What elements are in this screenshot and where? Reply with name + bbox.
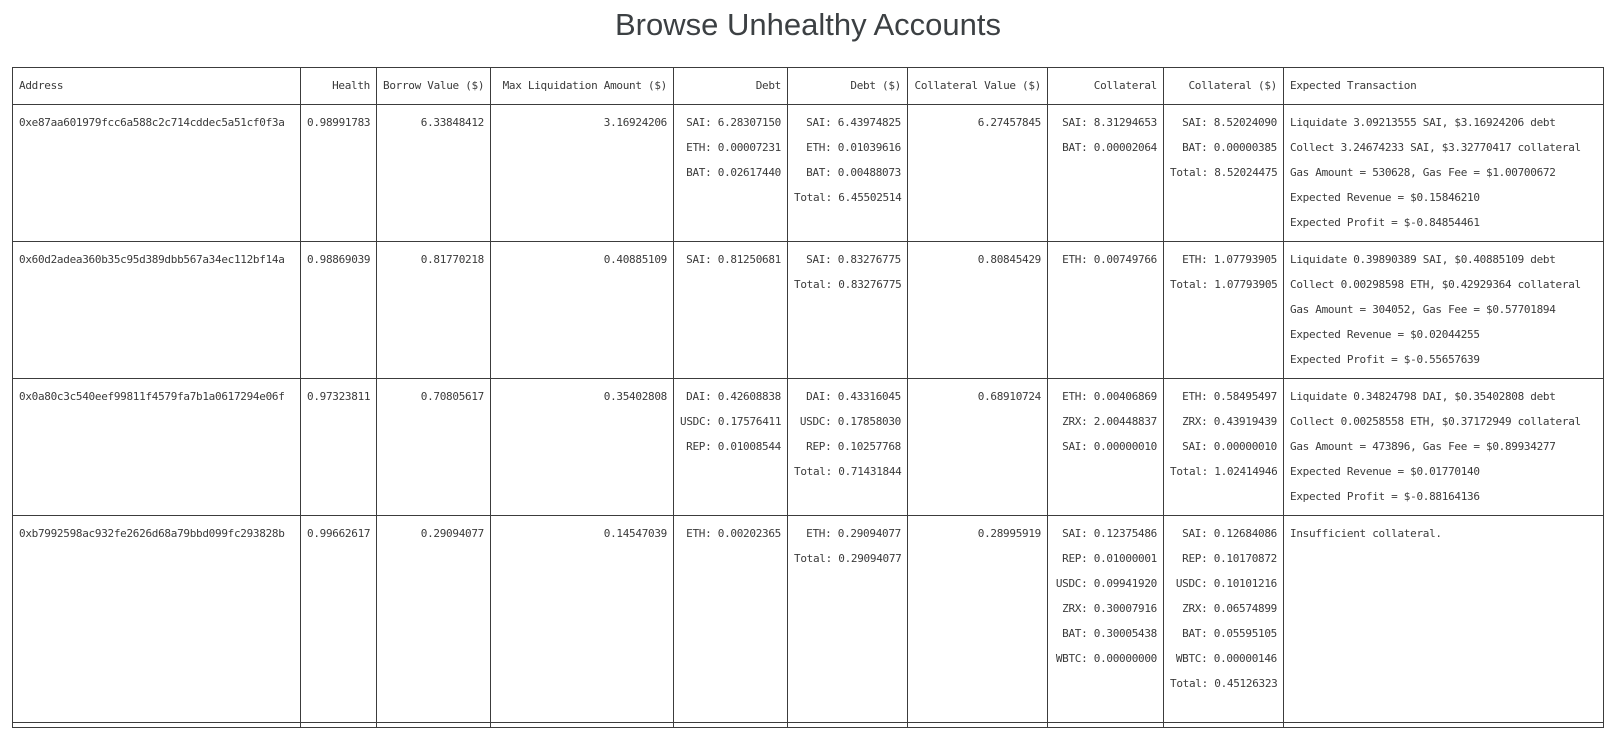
cell-line: 0.68910724	[977, 390, 1041, 403]
cell-borrow-value	[377, 242, 491, 379]
cell-line: DAI: 0.42608838	[686, 390, 781, 403]
cell-collateral-value	[908, 379, 1048, 516]
cell-line: BAT: 0.05595105	[1182, 627, 1277, 640]
cell-line: Gas Amount = 530628, Gas Fee = $1.00700672	[1290, 166, 1556, 179]
cell-collateral	[1048, 516, 1164, 723]
cell-line: 0.29094077	[420, 527, 484, 540]
cell-line: 3.16924206	[603, 116, 667, 129]
cell-collateral-usd	[1164, 105, 1284, 242]
table-row	[13, 242, 1604, 379]
cell-line: Expected Revenue = $0.15846210	[1290, 191, 1480, 204]
cell-line: 0.14547039	[603, 527, 667, 540]
cell-collateral-usd	[1164, 516, 1284, 723]
cell-line: 0.35402808	[603, 390, 667, 403]
cell-line: Expected Profit = $-0.84854461	[1290, 216, 1480, 229]
column-header-debt-usd: Debt ($)	[788, 68, 908, 105]
cell-max-liquidation-amount	[491, 516, 674, 723]
cell-line: REP: 0.01000001	[1062, 552, 1157, 565]
cell-health	[301, 379, 377, 516]
cell-address	[13, 379, 301, 516]
cell-line: 0xe87aa601979fcc6a588c2c714cddec5a51cf0f3a	[19, 116, 285, 129]
column-header-borrow-value: Borrow Value ($)	[377, 68, 491, 105]
cell-line: REP: 0.10257768	[806, 440, 901, 453]
cell-line: ETH: 0.29094077	[806, 527, 901, 540]
cell-line: Liquidate 0.39890389 SAI, $0.40885109 debt	[1290, 253, 1556, 266]
cell-line: BAT: 0.00002064	[1062, 141, 1157, 154]
cell-expected-transaction	[1284, 105, 1604, 242]
cell-line: Total: 8.52024475	[1170, 166, 1278, 179]
cell-line: SAI: 0.83276775	[806, 253, 901, 266]
cell-line: Collect 3.24674233 SAI, $3.32770417 collateral	[1290, 141, 1581, 154]
cell-line: ETH: 0.00007231	[686, 141, 781, 154]
cell-empty	[377, 723, 491, 728]
cell-debt	[674, 105, 788, 242]
cell-empty	[674, 723, 788, 728]
cell-line: SAI: 0.00000010	[1182, 440, 1277, 453]
cell-line: 6.33848412	[420, 116, 484, 129]
cell-collateral-value	[908, 516, 1048, 723]
cell-line: 6.27457845	[977, 116, 1041, 129]
unhealthy-accounts-table	[12, 67, 1604, 728]
cell-collateral-usd	[1164, 379, 1284, 516]
cell-line: Insufficient collateral.	[1290, 527, 1442, 540]
cell-line: SAI: 0.12684086	[1182, 527, 1277, 540]
cell-line: Liquidate 0.34824798 DAI, $0.35402808 debt	[1290, 390, 1556, 403]
cell-line: BAT: 0.02617440	[686, 166, 781, 179]
cell-line: 0.80845429	[977, 253, 1041, 266]
cell-line: Liquidate 3.09213555 SAI, $3.16924206 debt	[1290, 116, 1556, 129]
cell-line: Gas Amount = 304052, Gas Fee = $0.57701894	[1290, 303, 1556, 316]
table-row	[13, 379, 1604, 516]
cell-line: Total: 1.07793905	[1170, 278, 1278, 291]
cell-empty	[301, 723, 377, 728]
cell-empty	[1164, 723, 1284, 728]
cell-empty	[788, 723, 908, 728]
cell-collateral-usd	[1164, 242, 1284, 379]
cell-max-liquidation-amount	[491, 379, 674, 516]
cell-borrow-value	[377, 379, 491, 516]
cell-empty	[491, 723, 674, 728]
cell-line: DAI: 0.43316045	[806, 390, 901, 403]
column-header-max-liquidation-amount: Max Liquidation Amount ($)	[491, 68, 674, 105]
cell-line: Expected Revenue = $0.01770140	[1290, 465, 1480, 478]
cell-line: Gas Amount = 473896, Gas Fee = $0.89934277	[1290, 440, 1556, 453]
table-row	[13, 105, 1604, 242]
cell-health	[301, 516, 377, 723]
column-header-address: Address	[13, 68, 301, 105]
cell-line: ETH: 1.07793905	[1182, 253, 1277, 266]
cell-expected-transaction	[1284, 242, 1604, 379]
cell-line: WBTC: 0.00000000	[1055, 652, 1157, 665]
cell-line: BAT: 0.00488073	[806, 166, 901, 179]
table-body	[13, 105, 1604, 728]
cell-line: ETH: 0.00406869	[1062, 390, 1157, 403]
cell-debt-usd	[788, 105, 908, 242]
cell-line: 0x60d2adea360b35c95d389dbb567a34ec112bf14a	[19, 253, 285, 266]
cell-collateral	[1048, 379, 1164, 516]
cell-line: BAT: 0.00000385	[1182, 141, 1277, 154]
cell-line: Collect 0.00258558 ETH, $0.37172949 collateral	[1290, 415, 1581, 428]
cell-expected-transaction	[1284, 379, 1604, 516]
cell-line: Collect 0.00298598 ETH, $0.42929364 collateral	[1290, 278, 1581, 291]
column-header-expected-transaction: Expected Transaction	[1284, 68, 1604, 105]
cell-line: USDC: 0.17576411	[680, 415, 782, 428]
cell-line: 0xb7992598ac932fe2626d68a79bbd099fc293828b	[19, 527, 285, 540]
cell-collateral	[1048, 242, 1164, 379]
cell-line: USDC: 0.17858030	[799, 415, 901, 428]
cell-line: ZRX: 0.43919439	[1182, 415, 1277, 428]
cell-line: 0.28995919	[977, 527, 1041, 540]
cell-collateral	[1048, 105, 1164, 242]
cell-line: ZRX: 2.00448837	[1062, 415, 1157, 428]
cell-debt	[674, 516, 788, 723]
cell-address	[13, 105, 301, 242]
column-header-collateral-usd: Collateral ($)	[1164, 68, 1284, 105]
cell-address	[13, 242, 301, 379]
cell-line: WBTC: 0.00000146	[1175, 652, 1277, 665]
cell-debt	[674, 242, 788, 379]
cell-line: Expected Revenue = $0.02044255	[1290, 328, 1480, 341]
cell-line: Expected Profit = $-0.88164136	[1290, 490, 1480, 503]
cell-line: REP: 0.01008544	[686, 440, 781, 453]
column-header-debt: Debt	[674, 68, 788, 105]
cell-line: SAI: 0.12375486	[1062, 527, 1157, 540]
cell-health	[301, 242, 377, 379]
page-title: Browse Unhealthy Accounts	[615, 7, 1001, 42]
cell-line: ETH: 0.00202365	[686, 527, 781, 540]
cell-empty	[13, 723, 301, 728]
cell-debt-usd	[788, 242, 908, 379]
cell-line: ZRX: 0.06574899	[1182, 602, 1277, 615]
cell-empty	[908, 723, 1048, 728]
cell-line: SAI: 8.31294653	[1062, 116, 1157, 129]
cell-empty	[1048, 723, 1164, 728]
cell-line: Expected Profit = $-0.55657639	[1290, 353, 1480, 366]
cell-collateral-value	[908, 105, 1048, 242]
cell-line: Total: 0.29094077	[794, 552, 902, 565]
cell-line: SAI: 6.28307150	[686, 116, 781, 129]
cell-max-liquidation-amount	[491, 105, 674, 242]
cell-line: USDC: 0.09941920	[1055, 577, 1157, 590]
cell-line: 0.99662617	[307, 527, 371, 540]
cell-line: SAI: 0.81250681	[686, 253, 781, 266]
cell-line: 0.98869039	[307, 253, 371, 266]
cell-empty	[1284, 723, 1604, 728]
cell-debt-usd	[788, 379, 908, 516]
cell-debt-usd	[788, 516, 908, 723]
cell-line: 0.40885109	[603, 253, 667, 266]
table-row-cutoff	[13, 723, 1604, 728]
cell-line: 0.70805617	[420, 390, 484, 403]
table-row	[13, 516, 1604, 723]
cell-line: SAI: 6.43974825	[806, 116, 901, 129]
cell-borrow-value	[377, 105, 491, 242]
cell-address	[13, 516, 301, 723]
cell-line: ZRX: 0.30007916	[1062, 602, 1157, 615]
cell-line: 0.81770218	[420, 253, 484, 266]
cell-line: ETH: 0.00749766	[1062, 253, 1157, 266]
column-header-collateral-value: Collateral Value ($)	[908, 68, 1048, 105]
cell-line: 0.98991783	[307, 116, 371, 129]
cell-max-liquidation-amount	[491, 242, 674, 379]
cell-line: ETH: 0.01039616	[806, 141, 901, 154]
cell-line: SAI: 8.52024090	[1182, 116, 1277, 129]
cell-line: BAT: 0.30005438	[1062, 627, 1157, 640]
cell-line: 0.97323811	[307, 390, 371, 403]
cell-line: Total: 0.45126323	[1170, 677, 1278, 690]
cell-line: Total: 1.02414946	[1170, 465, 1278, 478]
cell-debt	[674, 379, 788, 516]
cell-line: Total: 0.83276775	[794, 278, 902, 291]
column-header-health: Health	[301, 68, 377, 105]
cell-line: Total: 0.71431844	[794, 465, 902, 478]
cell-line: REP: 0.10170872	[1182, 552, 1277, 565]
table-header-row	[13, 68, 1604, 105]
cell-health	[301, 105, 377, 242]
column-header-collateral: Collateral	[1048, 68, 1164, 105]
cell-collateral-value	[908, 242, 1048, 379]
cell-line: ETH: 0.58495497	[1182, 390, 1277, 403]
cell-line: USDC: 0.10101216	[1175, 577, 1277, 590]
cell-line: 0x0a80c3c540eef99811f4579fa7b1a0617294e06f	[19, 390, 285, 403]
cell-borrow-value	[377, 516, 491, 723]
cell-line: SAI: 0.00000010	[1062, 440, 1157, 453]
cell-line: Total: 6.45502514	[794, 191, 902, 204]
cell-expected-transaction	[1284, 516, 1604, 723]
